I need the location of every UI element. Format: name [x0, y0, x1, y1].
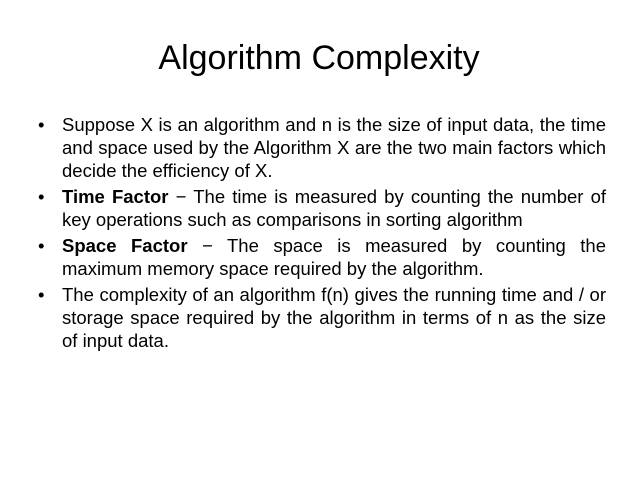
- bullet-text: Suppose X is an algorithm and n is the size of input data, the time and space used by the Algorithm X are the two main factors which decide the efficiency of X.: [62, 114, 606, 181]
- bullet-text: The complexity of an algorithm f(n) gives the running time and / or storage space required by the algorithm in terms of n as the size of input data.: [62, 284, 606, 351]
- bullet-term: Space Factor: [62, 235, 188, 256]
- bullet-item-2: [38, 185, 606, 231]
- bullet-dot-icon: •: [38, 235, 45, 256]
- bullet-term: Time Factor: [62, 186, 169, 207]
- bullet-list: [38, 113, 606, 355]
- bullet-dot-icon: •: [38, 284, 45, 305]
- bullet-dot-icon: •: [38, 186, 45, 207]
- bullet-item-4: [38, 283, 606, 352]
- bullet-item-3: [38, 234, 606, 280]
- bullet-text: − The space is measured by counting the maximum memory space required by the algorithm.: [62, 235, 606, 279]
- bullet-dot-icon: •: [38, 114, 45, 135]
- slide-title: Algorithm Complexity: [158, 39, 480, 77]
- bullet-text: − The time is measured by counting the number of key operations such as comparisons in sorting algorithm: [62, 186, 606, 230]
- bullet-item-1: [38, 113, 606, 182]
